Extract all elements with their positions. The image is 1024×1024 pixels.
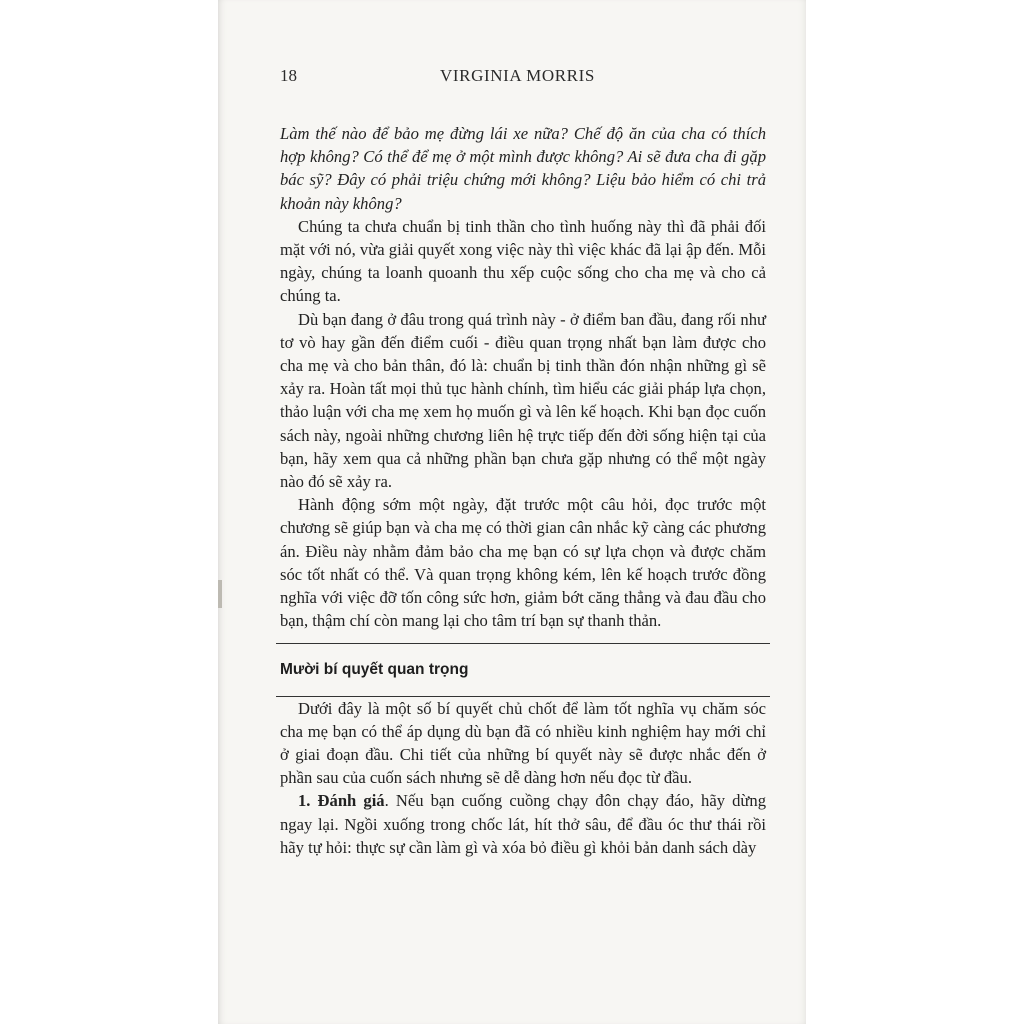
tip-1-label: 1. Đánh giá [298, 791, 385, 811]
paragraph-1: Chúng ta chưa chuẩn bị tinh thần cho tình huống này thì đã phải đối mặt với nó, vừa giải quyết xong việc này thì việc khác đã lại ập đến. Mỗi ngày, chúng ta loanh quoanh thu xếp cuộc sống cho cha mẹ và cho cả chúng ta. [280, 216, 766, 306]
section-rule-top [276, 643, 770, 644]
page-edge-mark [218, 580, 222, 608]
paragraph-2: Dù bạn đang ở đâu trong quá trình này - ở điểm ban đầu, đang rối như tơ vò hay gần đến điểm cuối - điều quan trọng nhất bạn làm được cho cha mẹ và cho bản thân, đó là: chuẩn bị tinh thần đón nhận những gì sẽ xảy ra. Hoàn tất mọi thủ tục hành chính, tìm hiểu các giải pháp lựa chọn, thảo luận với cha mẹ xem họ muốn gì và lên kế hoạch. Khi bạn đọc cuốn sách này, ngoài những chương liên hệ trực tiếp đến đời sống hiện tại của bạn, hãy xem qua cả những phần bạn chưa gặp nhưng có thể một ngày nào đó sẽ xảy ra. [280, 309, 766, 492]
page-number: 18 [280, 66, 297, 85]
tip-1 [280, 789, 766, 859]
book-page [218, 0, 806, 1024]
intro-questions: Làm thế nào để bảo mẹ đừng lái xe nữa? Chế độ ăn của cha có thích hợp không? Có thể để mẹ ở một mình được không? Ai sẽ đưa cha đi gặp bác sỹ? Đây có phải triệu chứng mới không? Liệu bảo hiểm có chi trả khoản này không? [280, 124, 766, 213]
section-title: Mười bí quyết quan trọng [280, 661, 469, 679]
page-body [280, 122, 766, 859]
paragraph-3: Hành động sớm một ngày, đặt trước một câu hỏi, đọc trước một chương sẽ giúp bạn và cha mẹ có thời gian cân nhắc kỹ càng các phương án. Điều này nhằm đảm bảo cha mẹ bạn có sự lựa chọn và được chăm sóc tốt nhất có thể. Và quan trọng không kém, lên kế hoạch trước đồng nghĩa với việc đỡ tốn công sức hơn, giảm bớt căng thẳng và đau đầu cho bạn, thậm chí còn mang lại cho tâm trí bạn sự thanh thản. [280, 495, 766, 631]
running-head-author: VIRGINIA MORRIS [440, 66, 595, 85]
tip-1-text: . Nếu bạn cuống cuồng chạy đôn chạy đáo, hãy dừng ngay lại. Ngồi xuống trong chốc lát, hít thở sâu, để đầu óc thư thái rồi hãy tự hỏi: thực sự cần làm gì và xóa bỏ điều gì khỏi bản danh sách dày [280, 791, 766, 857]
section-intro: Dưới đây là một số bí quyết chủ chốt để làm tốt nghĩa vụ chăm sóc cha mẹ bạn có thể áp dụng dù bạn đã có nhiều kinh nghiệm hay mới chỉ ở giai đoạn đầu. Chi tiết của những bí quyết này sẽ được nhắc đến ở phần sau của cuốn sách nhưng sẽ dễ dàng hơn nếu đọc từ đầu. [280, 698, 766, 788]
